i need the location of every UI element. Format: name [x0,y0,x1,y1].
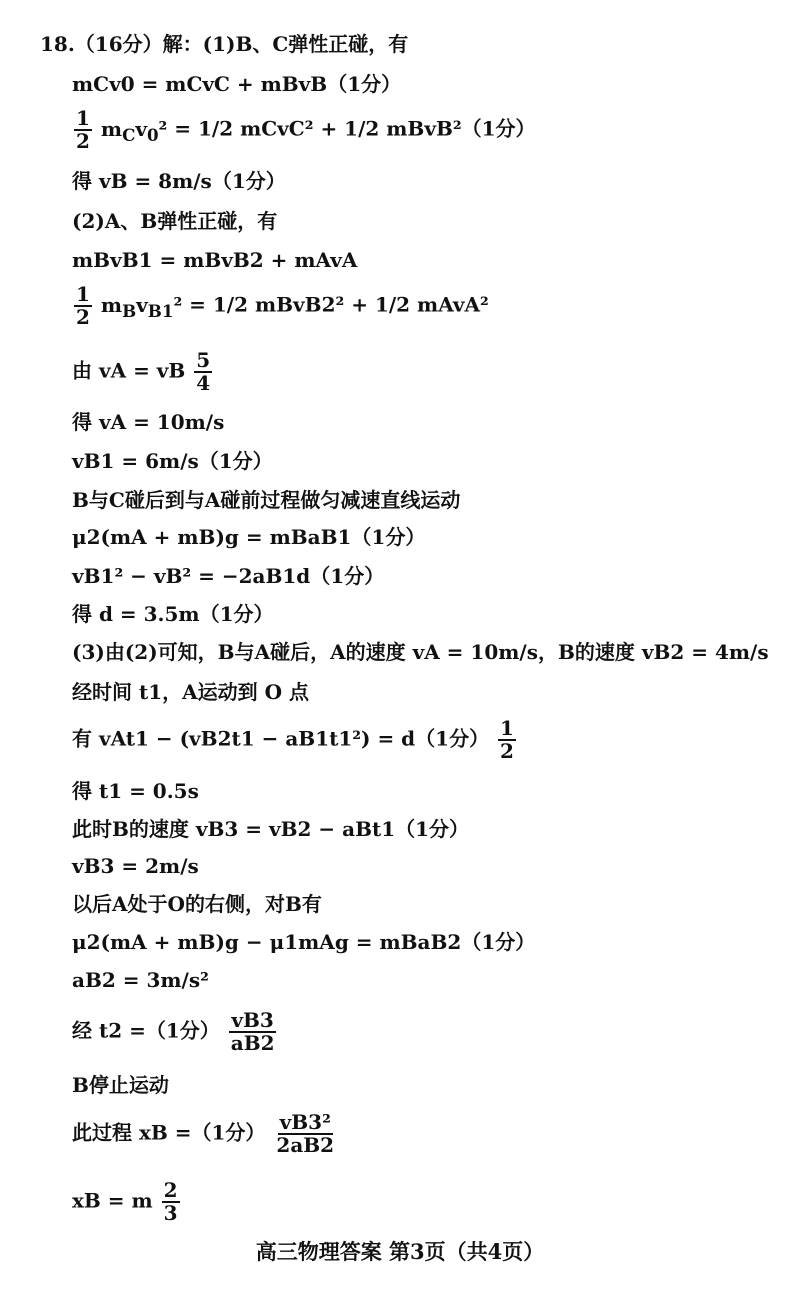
answer-line-17: 有 vAt1 − (vB2t1 − aB1t1²) = d（1分） $\frac{1}{2}$ [72,716,514,763]
fraction: $\frac{5}{4}$ [196,348,211,395]
answer-line-11: B与C碰后到与A碰前过程做匀减速直线运动 [72,488,461,512]
answer-line-26: 此过程 xB =（1分） $\frac{\text{vB3²}}{2aB2}$ [72,1110,335,1157]
answer-line-7: $\frac{1}{2}$ $m_Bv_{B1}^2 = 1/2$ mBvB2² + 1/2 mAvA² [76,282,489,329]
answer-line-3: $\frac{1}{2}$ $m_Cv_0^2 = 1/2$ mCvC² + 1/2 mBvB²（1分） [76,106,536,153]
answer-line-13: vB1² − vB² = −2aB1d（1分） [72,564,385,588]
answer-line-20: vB3 = 2m/s [72,854,199,878]
answer-line-21: 以后A处于O的右侧，对B有 [72,892,322,916]
fraction: $\frac{2}{3}$ [163,1178,178,1225]
page-footer: 高三物理答案 第3页（共4页） [255,1239,545,1264]
fraction: $\frac{1}{2}$ [76,106,90,153]
answer-line-23: aB2 = 3m/s² [72,968,209,992]
answer-line-24: 经 t2 =（1分） $\frac{vB3}{aB2}$ [72,1008,275,1055]
fraction: $\frac{\text{vB3²}}{2aB2}$ [276,1110,335,1157]
answer-line-5: (2)A、B弹性正碰，有 [72,209,278,233]
answer-line-10: vB1 = 6m/s（1分） [72,449,273,473]
answer-line-18: 得 t1 = 0.5s [72,779,199,803]
answer-line-16: 经时间 t1，A运动到 O 点 [72,680,309,704]
answer-line-15: (3)由(2)可知，B与A碰后，A的速度 vA = 10m/s，B的速度 vB2 = 4m/s [72,640,769,664]
answer-line-2: mCv0 = mCvC + mBvB（1分） [72,72,402,96]
answer-line-19: 此时B的速度 vB3 = vB2 − aBt1（1分） [72,817,470,841]
answer-line-12: μ2(mA + mB)g = mBaB1（1分） [72,525,426,549]
answer-line-25: B停止运动 [72,1073,169,1097]
answer-line-22: μ2(mA + mB)g − μ1mAg = mBaB2（1分） [72,930,536,954]
answer-line-14: 得 d = 3.5m（1分） [72,602,274,626]
fraction: $\frac{vB3}{aB2}$ [230,1008,275,1055]
answer-line-9: 得 vA = 10m/s [72,410,225,434]
answer-line-27: xB = m $\frac{2}{3}$ [72,1178,178,1225]
fraction: $\frac{1}{2}$ [500,716,514,763]
answer-line-4: 得 vB = 8m/s（1分） [72,169,286,193]
answer-line-1: 18.（16分）解：(1)B、C弹性正碰，有 [40,32,409,56]
fraction: $\frac{1}{2}$ [76,282,90,329]
answer-line-8: 由 vA = vB $\frac{5}{4}$ [72,348,211,395]
answer-line-6: mBvB1 = mBvB2 + mAvA [72,248,358,272]
